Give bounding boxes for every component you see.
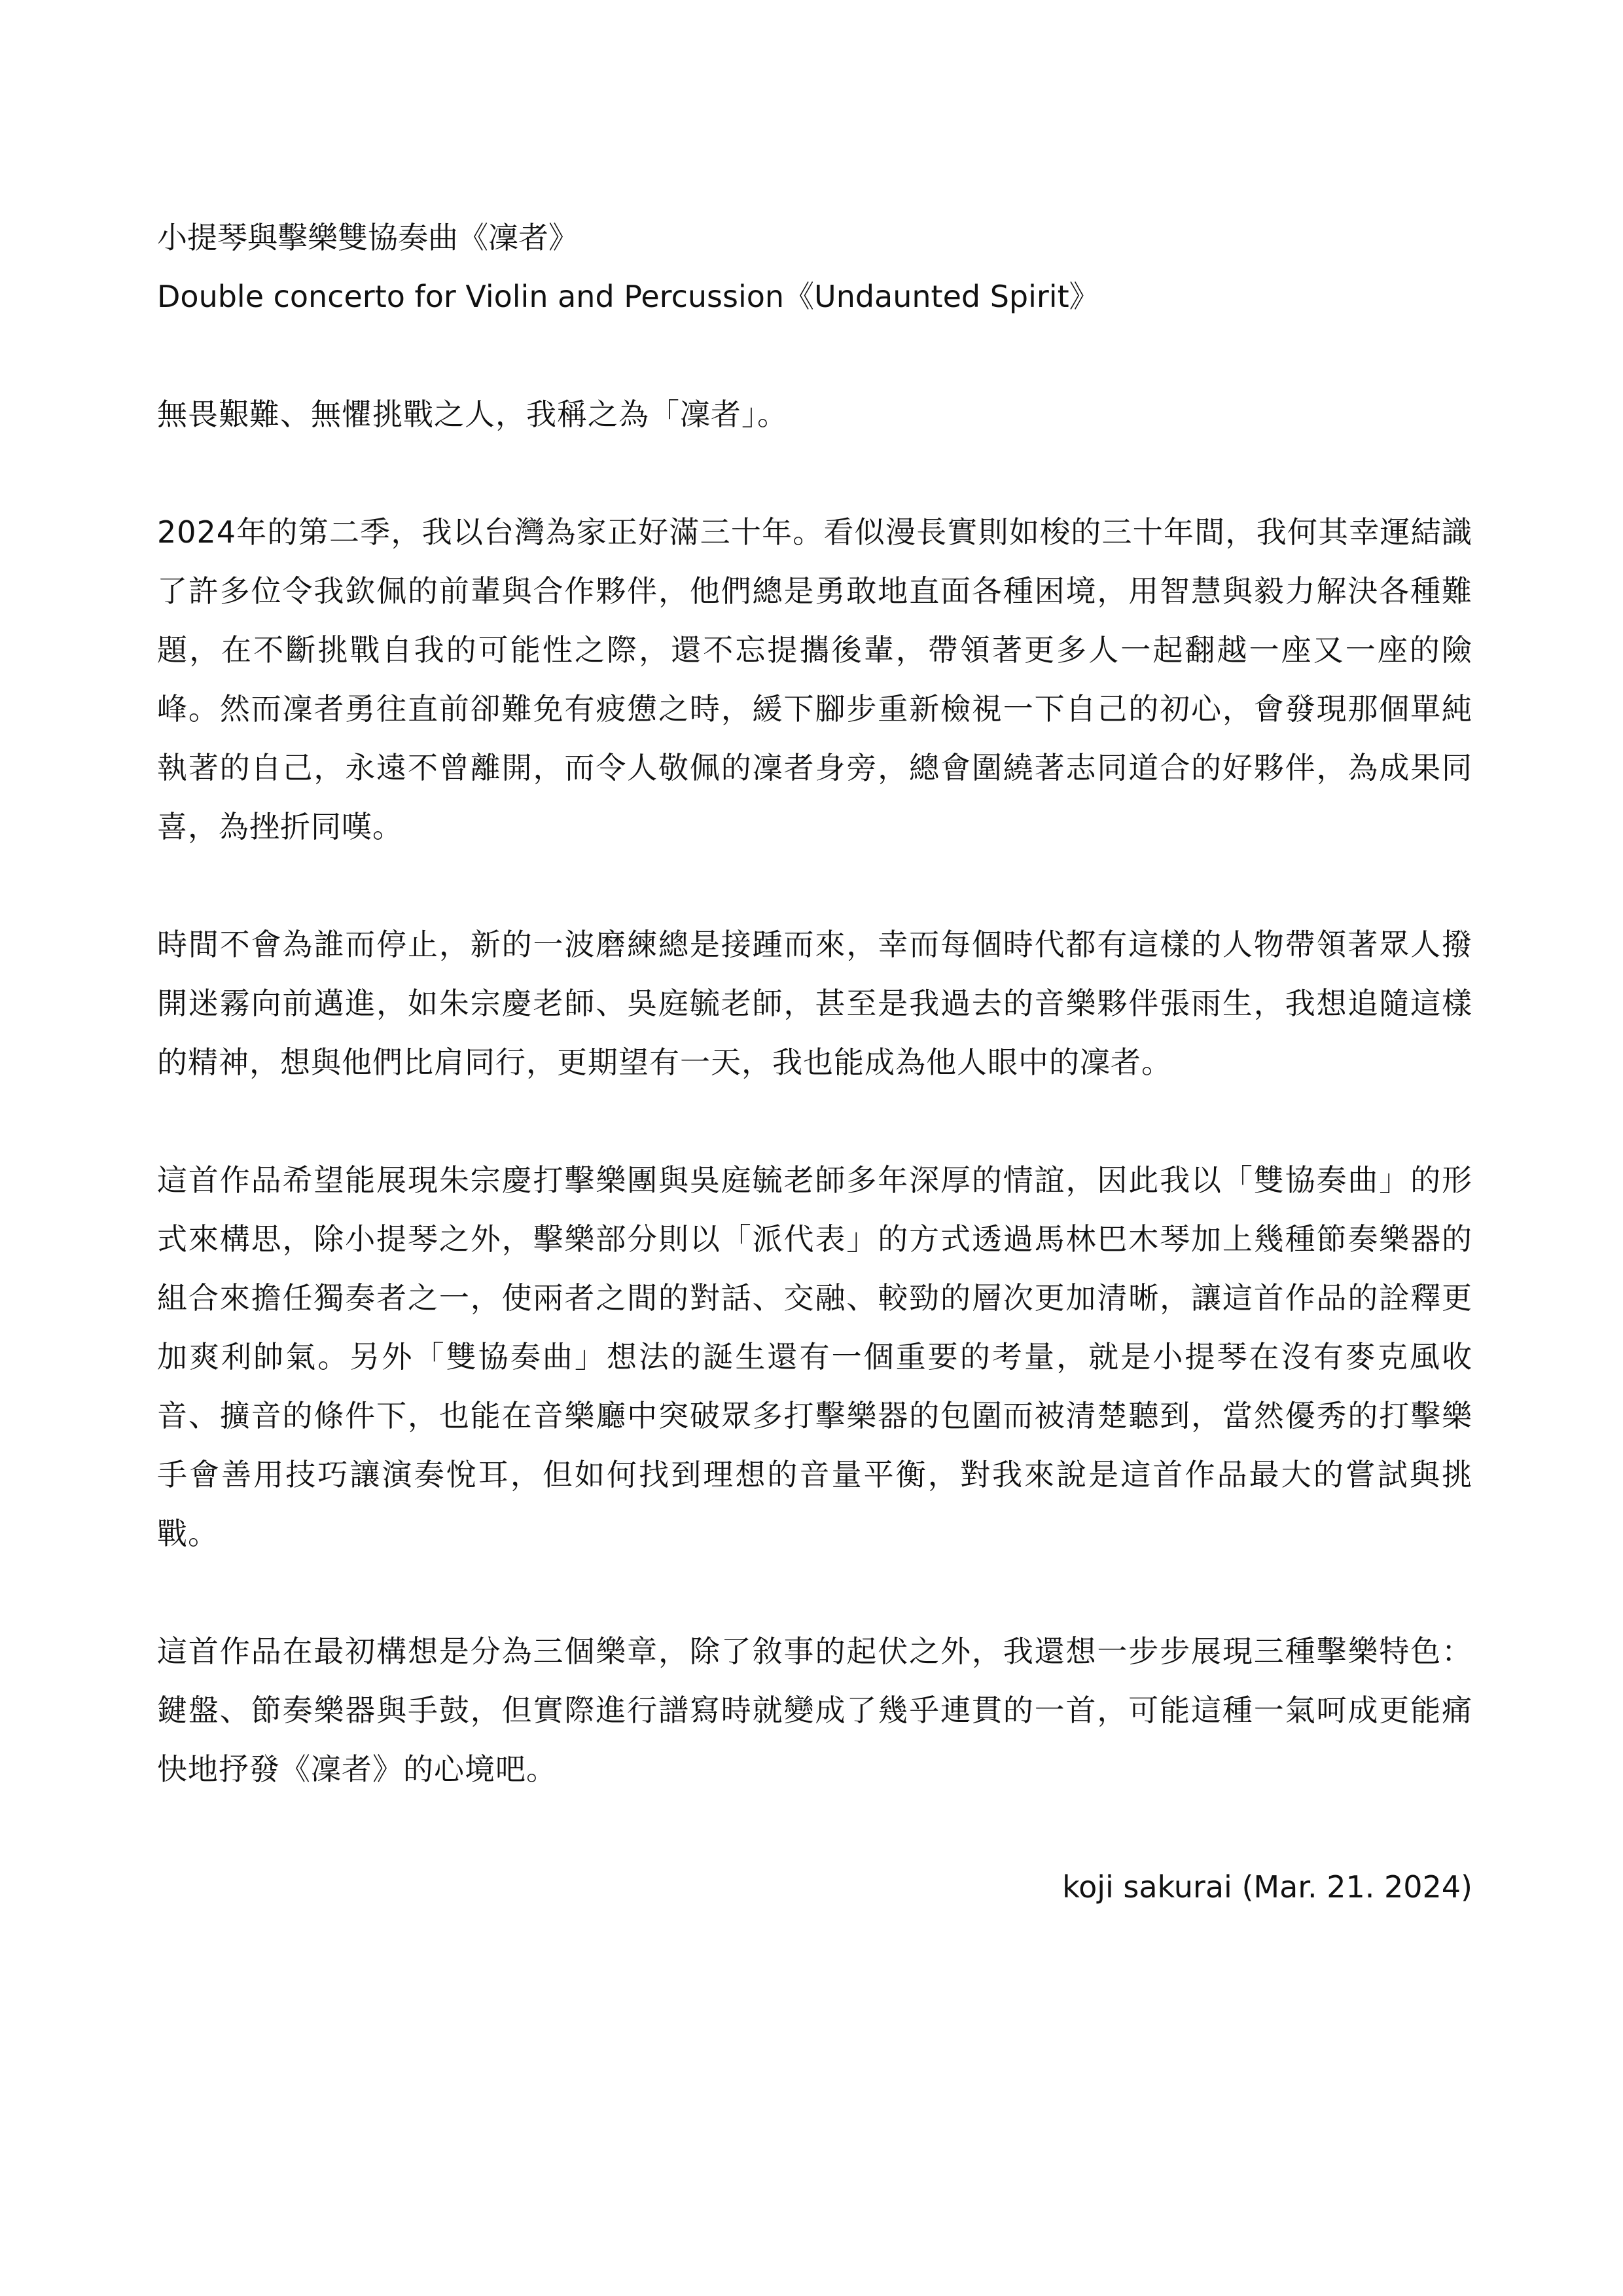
spacer [157, 326, 1472, 385]
paragraph-time: 時間不會為誰而停止，新的一波磨練總是接踵而來，幸而每個時代都有這樣的人物帶領著眾人撥開迷霧向前邁進，如朱宗慶老師、吳庭毓老師，甚至是我過去的音樂夥伴張雨生，我想追隨這樣的精神，想與他們比肩同行，更期望有一天，我也能成為他人眼中的凜者。 [157, 927, 1472, 1080]
title-english: Double concerto for Violin and Percussion《Undaunted Spirit》 [157, 279, 1099, 314]
spacer [157, 856, 1472, 915]
spacer [157, 444, 1472, 503]
title-chinese: 小提琴與擊樂雙協奏曲《凜者》 [157, 220, 579, 255]
spacer [157, 1563, 1472, 1622]
spacer [157, 1092, 1472, 1151]
signature: koji sakurai (Mar. 21. 2024) [1062, 1869, 1472, 1905]
paragraph-thirty-years: 2024年的第二季，我以台灣為家正好滿三十年。看似漫長實則如梭的三十年間，我何其幸運結識了許多位令我欽佩的前輩與合作夥伴，他們總是勇敢地直面各種困境，用智慧與毅力解決各種難題，在不斷挑戰自我的可能性之際，還不忘提攜後輩，帶領著更多人一起翻越一座又一座的險峰。然而凜者勇往直前卻難免有疲憊之時，緩下腳步重新檢視一下自己的初心，會發現那個單純執著的自己，永遠不曾離開，而令人敬佩的凜者身旁，總會圍繞著志同道合的好夥伴，為成果同喜，為挫折同嘆。 [157, 514, 1472, 844]
paragraph-intro: 無畏艱難、無懼挑戰之人，我稱之為「凜者」。 [157, 397, 788, 432]
paragraph-double-concerto: 這首作品希望能展現朱宗慶打擊樂團與吳庭毓老師多年深厚的情誼，因此我以「雙協奏曲」的形式來構思，除小提琴之外，擊樂部分則以「派代表」的方式透過馬林巴木琴加上幾種節奏樂器的組合來擔任獨奏者之一，使兩者之間的對話、交融、較勁的層次更加清晰，讓這首作品的詮釋更加爽利帥氣。另外「雙協奏曲」想法的誕生還有一個重要的考量，就是小提琴在沒有麥克風收音、擴音的條件下，也能在音樂廳中突破眾多打擊樂器的包圍而被清楚聽到，當然優秀的打擊樂手會善用技巧讓演奏悅耳，但如何找到理想的音量平衡，對我來說是這首作品最大的嘗試與挑戰。 [157, 1162, 1472, 1551]
paragraph-movements: 這首作品在最初構想是分為三個樂章，除了敘事的起伏之外，我還想一步步展現三種擊樂特色：鍵盤、節奏樂器與手鼓，但實際進行譜寫時就變成了幾乎連貫的一首，可能這種一氣呵成更能痛快地抒發《凜者》的心境吧。 [157, 1634, 1472, 1787]
document-page [157, 208, 1472, 1916]
spacer [157, 1799, 1472, 1857]
